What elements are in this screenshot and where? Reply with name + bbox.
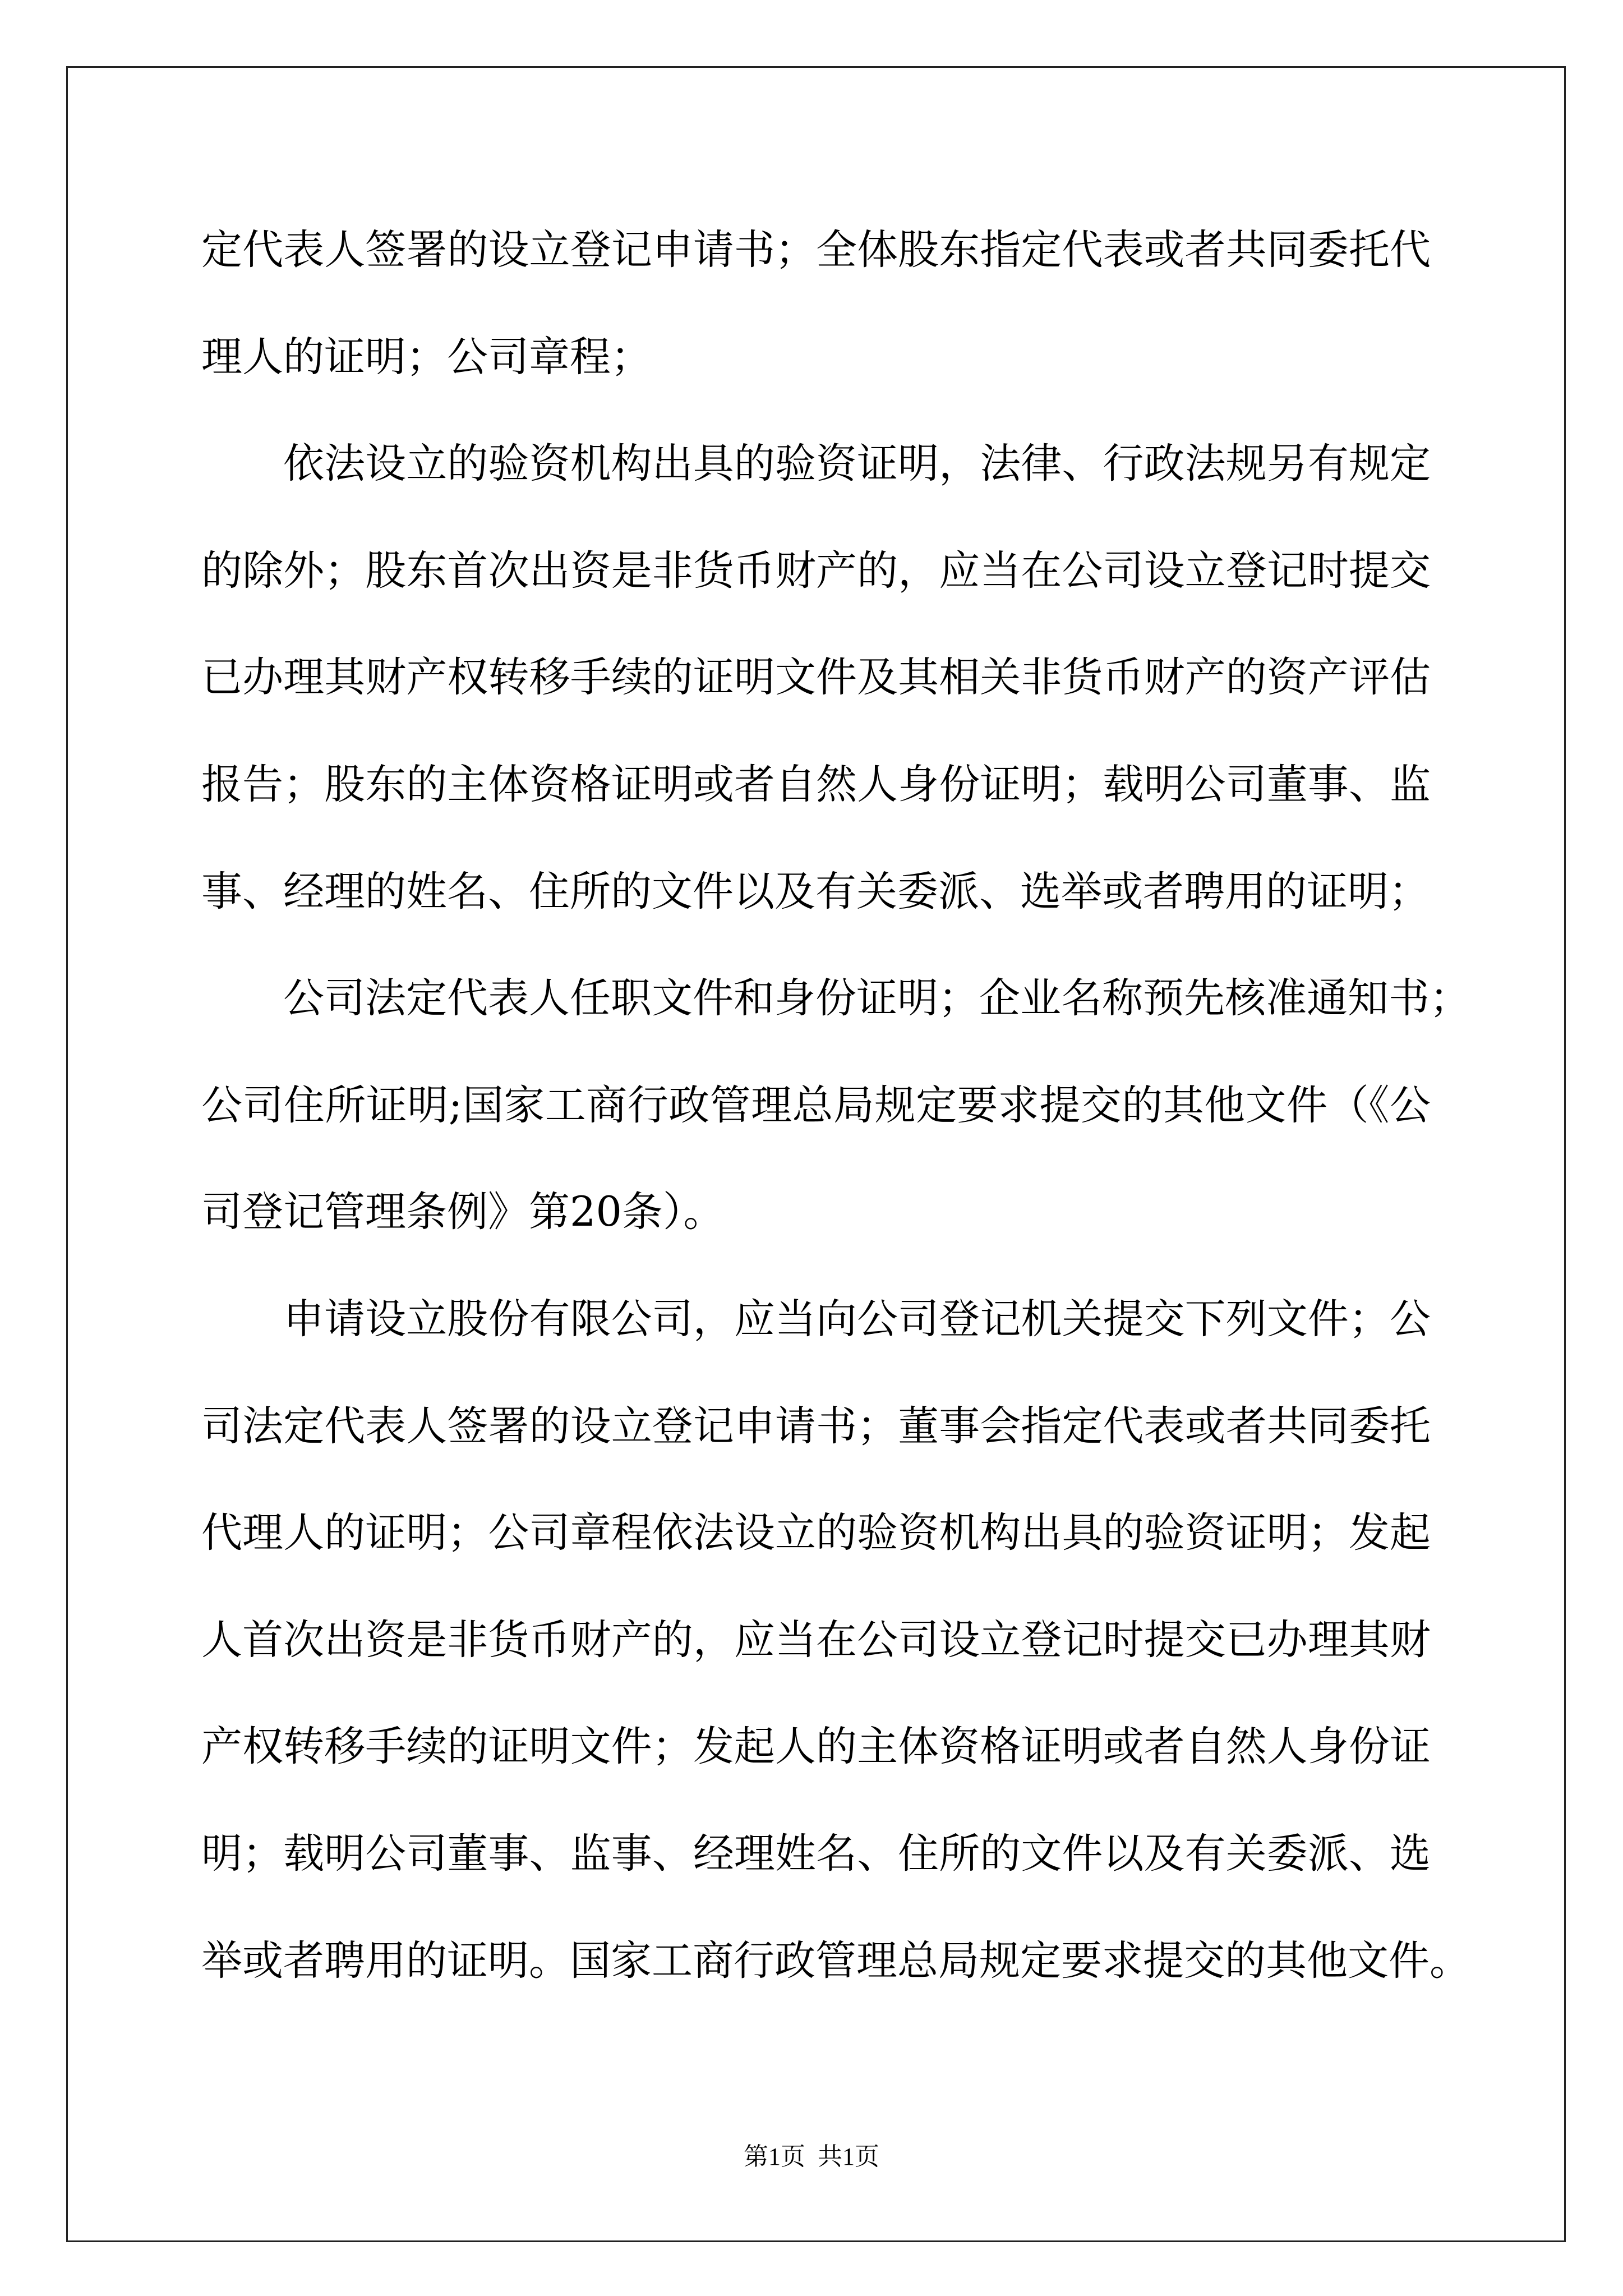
paragraph <box>201 197 1431 411</box>
text-line: 人首次出资是非货币财产的，应当在公司设立登记时提交已办理其财 <box>201 1616 1431 1664</box>
text-line: 定代表人签署的设立登记申请书；全体股东指定代表或者共同委托代 <box>201 226 1431 274</box>
text-line: 理人的证明；公司章程； <box>201 333 652 381</box>
document-body <box>201 197 1470 2014</box>
text-line: 举或者聘用的证明。国家工商行政管理总局规定要求提交的其他文件。 <box>201 1936 1470 1985</box>
text-line: 依法设立的验资机构出具的验资证明，法律、行政法规另有规定 <box>283 440 1431 488</box>
paragraph <box>201 945 1470 1266</box>
paragraph <box>201 1266 1470 2014</box>
text-line: 事、经理的姓名、住所的文件以及有关委派、选举或者聘用的证明； <box>201 867 1430 915</box>
text-line: 司登记管理条例》第20条）。 <box>201 1188 725 1236</box>
paragraph <box>201 411 1431 945</box>
text-line: 司法定代表人签署的设立登记申请书；董事会指定代表或者共同委托 <box>201 1402 1431 1450</box>
page-footer: 第1页 共1页 <box>744 2143 879 2170</box>
text-line: 公司法定代表人任职文件和身份证明；企业名称预先核准通知书； <box>283 974 1470 1023</box>
text-line: 报告；股东的主体资格证明或者自然人身份证明；载明公司董事、监 <box>201 760 1431 808</box>
text-line: 产权转移手续的证明文件；发起人的主体资格证明或者自然人身份证 <box>201 1723 1431 1771</box>
text-line: 明；载明公司董事、监事、经理姓名、住所的文件以及有关委派、选 <box>201 1829 1431 1878</box>
text-line: 申请设立股份有限公司，应当向公司登记机关提交下列文件；公 <box>283 1295 1431 1343</box>
text-line: 公司住所证明;国家工商行政管理总局规定要求提交的其他文件（《公 <box>201 1081 1431 1129</box>
text-line: 已办理其财产权转移手续的证明文件及其相关非货币财产的资产评估 <box>201 654 1431 702</box>
text-line: 代理人的证明；公司章程依法设立的验资机构出具的验资证明；发起 <box>201 1509 1431 1557</box>
text-line: 的除外；股东首次出资是非货币财产的，应当在公司设立登记时提交 <box>201 546 1431 595</box>
